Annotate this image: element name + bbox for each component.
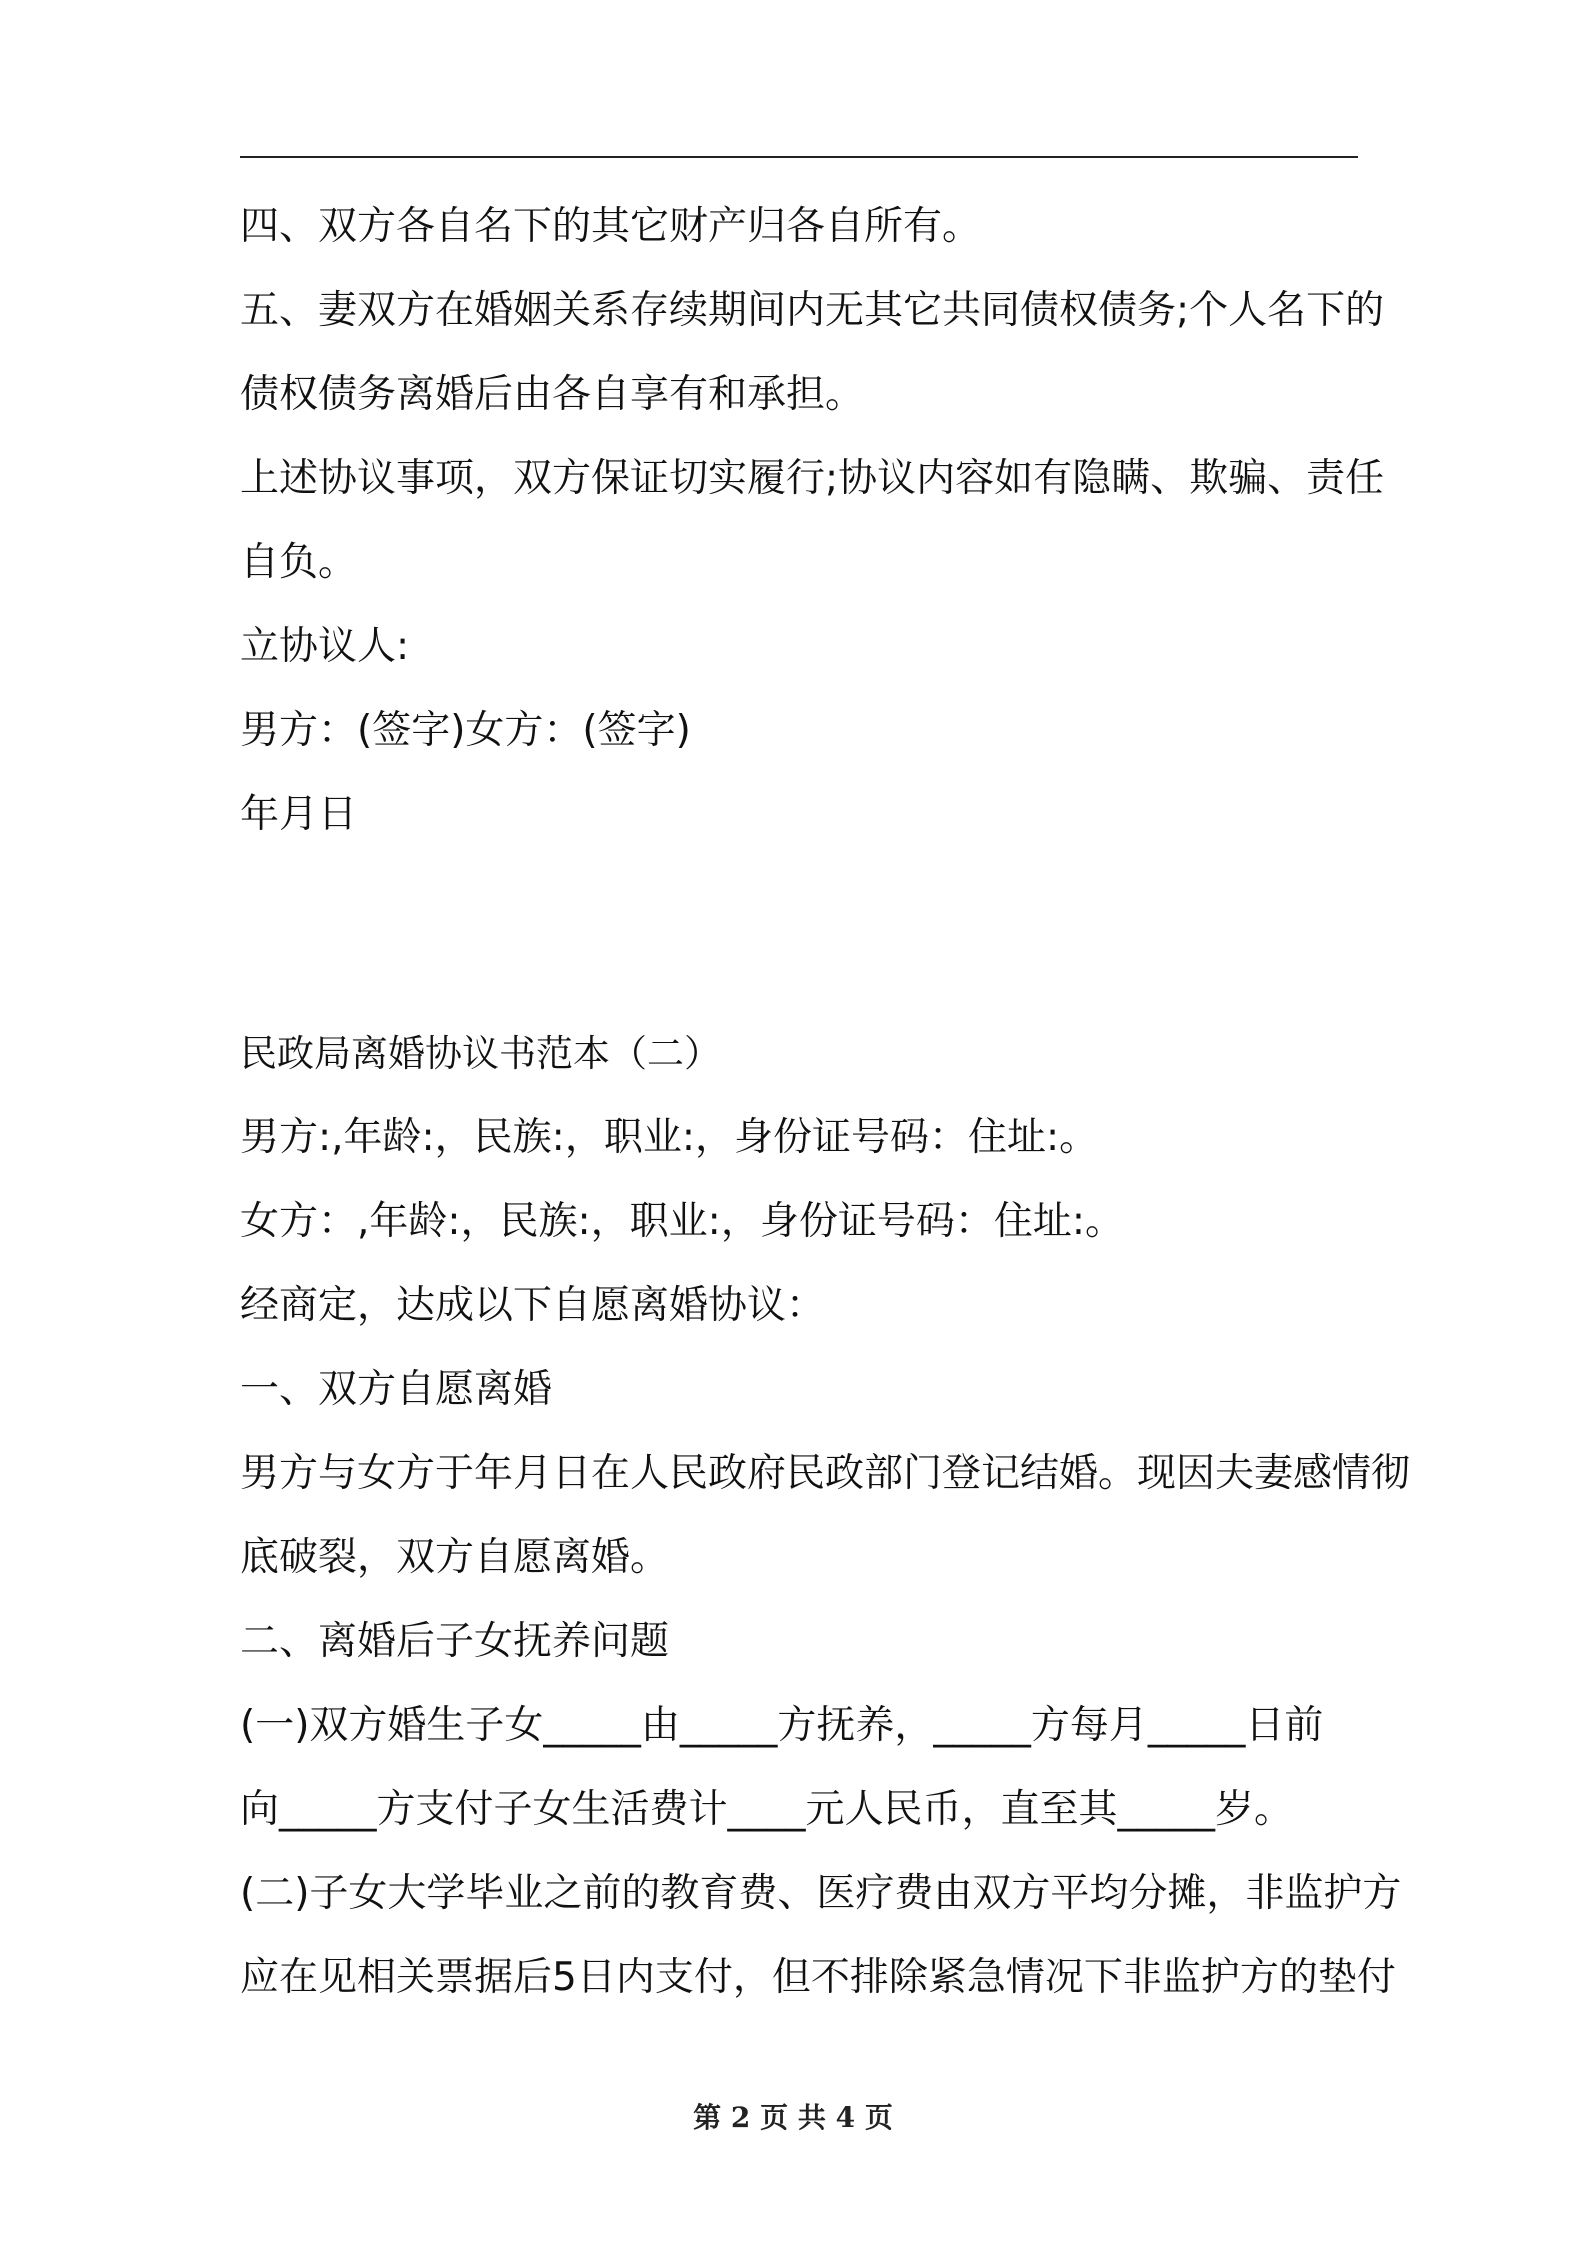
paragraph-line: 四、双方各自名下的其它财产归各自所有。 xyxy=(240,204,982,249)
paragraph-line: 经商定，达成以下自愿离婚协议： xyxy=(240,1283,826,1328)
paragraph-line: 上述协议事项，双方保证切实履行;协议内容如有隐瞒、欺骗、责任 xyxy=(240,456,1385,501)
header-divider xyxy=(240,156,1358,158)
agreement-section-1 xyxy=(240,185,1385,857)
paragraph-line: 自负。 xyxy=(240,540,358,585)
section-title: 民政局离婚协议书范本（二） xyxy=(240,1032,721,1075)
clause-heading: 一、双方自愿离婚 xyxy=(240,1367,553,1412)
paragraph-line: 女方：,年龄:，民族:，职业:，身份证号码：住址:。 xyxy=(240,1199,1124,1244)
page-number: 第 2 页 共 4 页 xyxy=(693,2101,893,2134)
paragraph-line: (一)双方婚生子女_____由_____方抚养，_____方每月_____日前 xyxy=(240,1703,1324,1748)
paragraph-line: 五、妻双方在婚姻关系存续期间内无其它共同债权债务;个人名下的 xyxy=(240,288,1385,333)
paragraph-line: 立协议人: xyxy=(240,624,410,669)
paragraph-line: 底破裂，双方自愿离婚。 xyxy=(240,1535,670,1580)
paragraph-line: 债权债务离婚后由各自享有和承担。 xyxy=(240,372,865,417)
agreement-section-2 xyxy=(240,1012,1411,2020)
paragraph-line: (二)子女大学毕业之前的教育费、医疗费由双方平均分摊，非监护方 xyxy=(240,1871,1402,1916)
paragraph-line: 男方:,年龄:，民族:，职业:，身份证号码：住址:。 xyxy=(240,1115,1099,1160)
paragraph-line: 向_____方支付子女生活费计____元人民币，直至其_____岁。 xyxy=(240,1787,1294,1832)
paragraph-line: 应在见相关票据后5日内支付，但不排除紧急情况下非监护方的垫付 xyxy=(240,1955,1396,2000)
date-line: 年月日 xyxy=(240,792,358,837)
clause-heading: 二、离婚后子女抚养问题 xyxy=(240,1619,670,1664)
signature-line: 男方：(签字)女方：(签字) xyxy=(240,708,691,753)
paragraph-line: 男方与女方于年月日在人民政府民政部门登记结婚。现因夫妻感情彻 xyxy=(240,1451,1411,1496)
